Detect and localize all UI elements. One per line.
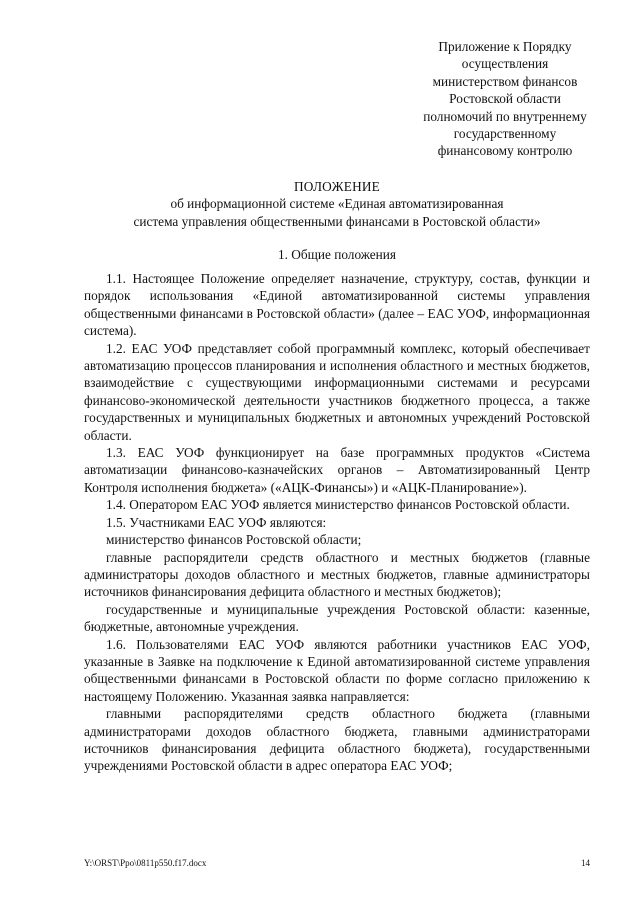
- annex-header: [410, 38, 600, 160]
- annex-line: осуществления: [461, 56, 549, 72]
- annex-line: Ростовской области: [449, 91, 561, 107]
- annex-line: Приложение к Порядку: [438, 39, 572, 54]
- paragraph: 1.6. Пользователями ЕАС УОФ являются работники участников ЕАС УОФ, указанные в Заявке на подключение к Единой автоматизированной системе управления общественными финансами в Ростовской области по форме согласно приложению к настоящему Положению. Указанная заявка направляется:: [84, 636, 590, 704]
- paragraph: 1.3. ЕАС УОФ функционирует на базе программных продуктов «Система автоматизации финансово-казначейских органов – Автоматизированный Центр Контроля исполнения бюджета» («АЦК-Финансы») и «АЦК-Планирование»).: [84, 445, 590, 495]
- paragraph: главные распорядители средств областного и местных бюджетов (главные администраторы доходов областного и местных бюджетов, главные администраторы источников финансирования дефицита областного и местных бюджетов);: [84, 549, 590, 600]
- paragraph: 1.4. Оператором ЕАС УОФ является министерство финансов Ростовской области.: [106, 497, 570, 513]
- annex-line: министерством финансов: [432, 73, 578, 89]
- section-heading: 1. Общие положения: [277, 247, 397, 262]
- title-line: об информационной системе «Единая автоматизированная: [170, 196, 504, 212]
- paragraph: главными распорядителями средств областного бюджета (главными администраторами доходов областного бюджета, главными администраторами источников финансирования дефицита областного бюджета), государственными учреждениями Ростовской области в адрес оператора ЕАС УОФ;: [84, 706, 590, 774]
- document-body: [84, 270, 590, 775]
- page-number: 14: [581, 858, 590, 868]
- paragraph: 1.1. Настоящее Положение определяет назначение, структуру, состав, функции и порядок использования «Единой автоматизированной системы управления общественными финансами в Ростовской области» (далее – ЕАС УОФ, информационная система).: [84, 271, 590, 339]
- file-path: Y:\ORST\Ppo\0811p550.f17.docx: [84, 858, 207, 868]
- annex-line: государственному: [453, 126, 557, 142]
- paragraph: 1.5. Участниками ЕАС УОФ являются:: [106, 514, 327, 530]
- title-line: система управления общественными финансами в Ростовской области»: [133, 213, 541, 229]
- paragraph: 1.2. ЕАС УОФ представляет собой программный комплекс, который обеспечивает автоматизацию процессов планирования и исполнения областного и местных бюджетов, взаимодействие с существующими информационными системами и ресурсами финансово-экономической деятельности участников бюджетного процесса, а также государственных и муниципальных бюджетных и автономных учреждений Ростовской области.: [84, 340, 590, 443]
- document-title: [84, 178, 590, 230]
- page-footer: [84, 858, 590, 868]
- title-heading: ПОЛОЖЕНИЕ: [294, 179, 380, 194]
- annex-line: полномочий по внутреннему: [423, 108, 587, 124]
- paragraph: государственные и муниципальные учреждения Ростовской области: казенные, бюджетные, автономные учреждения.: [84, 601, 590, 635]
- paragraph: министерство финансов Ростовской области;: [106, 532, 362, 548]
- annex-line: финансовому контролю: [437, 143, 573, 159]
